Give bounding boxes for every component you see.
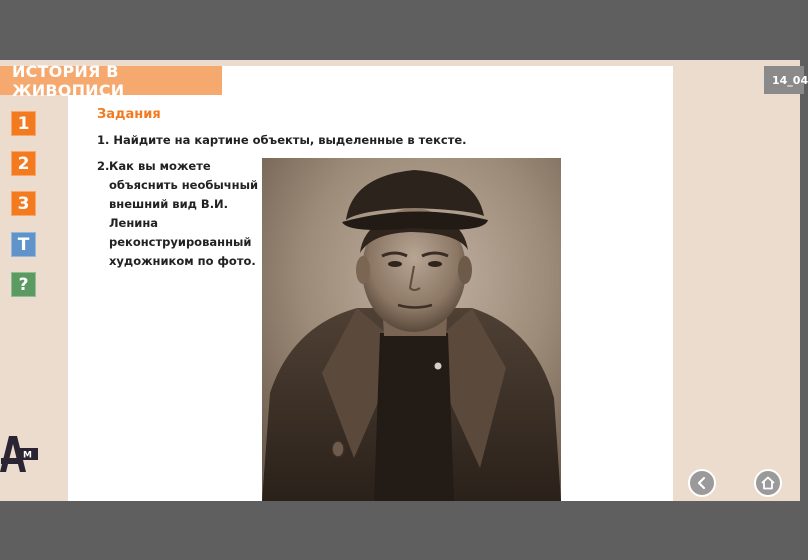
- task-2-number: 2.: [97, 159, 110, 173]
- tasks-heading: Задания: [97, 107, 161, 122]
- am-logo-icon[interactable]: [0, 432, 40, 472]
- back-button[interactable]: [688, 469, 716, 497]
- slide-id-badge: 14_04: [764, 66, 804, 94]
- portrait-photo: [262, 158, 561, 501]
- nav-button-1[interactable]: 1: [11, 111, 36, 136]
- task-1: [97, 133, 467, 147]
- nav-button-3[interactable]: 3: [11, 191, 36, 216]
- chevron-left-icon: [695, 476, 709, 490]
- task-2: [97, 157, 262, 271]
- nav-button-question[interactable]: ?: [11, 272, 36, 297]
- page-title: ИСТОРИЯ В ЖИВОПИСИ: [12, 61, 125, 100]
- home-icon: [760, 475, 776, 491]
- task-2-text: Как вы можете объяснить необычный внешний вид В.И. Ленина реконструированный художником по фото.: [109, 159, 259, 268]
- home-button[interactable]: [754, 469, 782, 497]
- task-1-number: 1.: [97, 133, 110, 147]
- nav-button-2[interactable]: 2: [11, 151, 36, 176]
- nav-button-test[interactable]: Т: [11, 232, 36, 257]
- task-1-text: Найдите на картине объекты, выделенные в тексте.: [113, 133, 467, 147]
- title-banner: [0, 61, 222, 100]
- svg-text:M: M: [23, 450, 32, 461]
- slide-area: [0, 60, 808, 501]
